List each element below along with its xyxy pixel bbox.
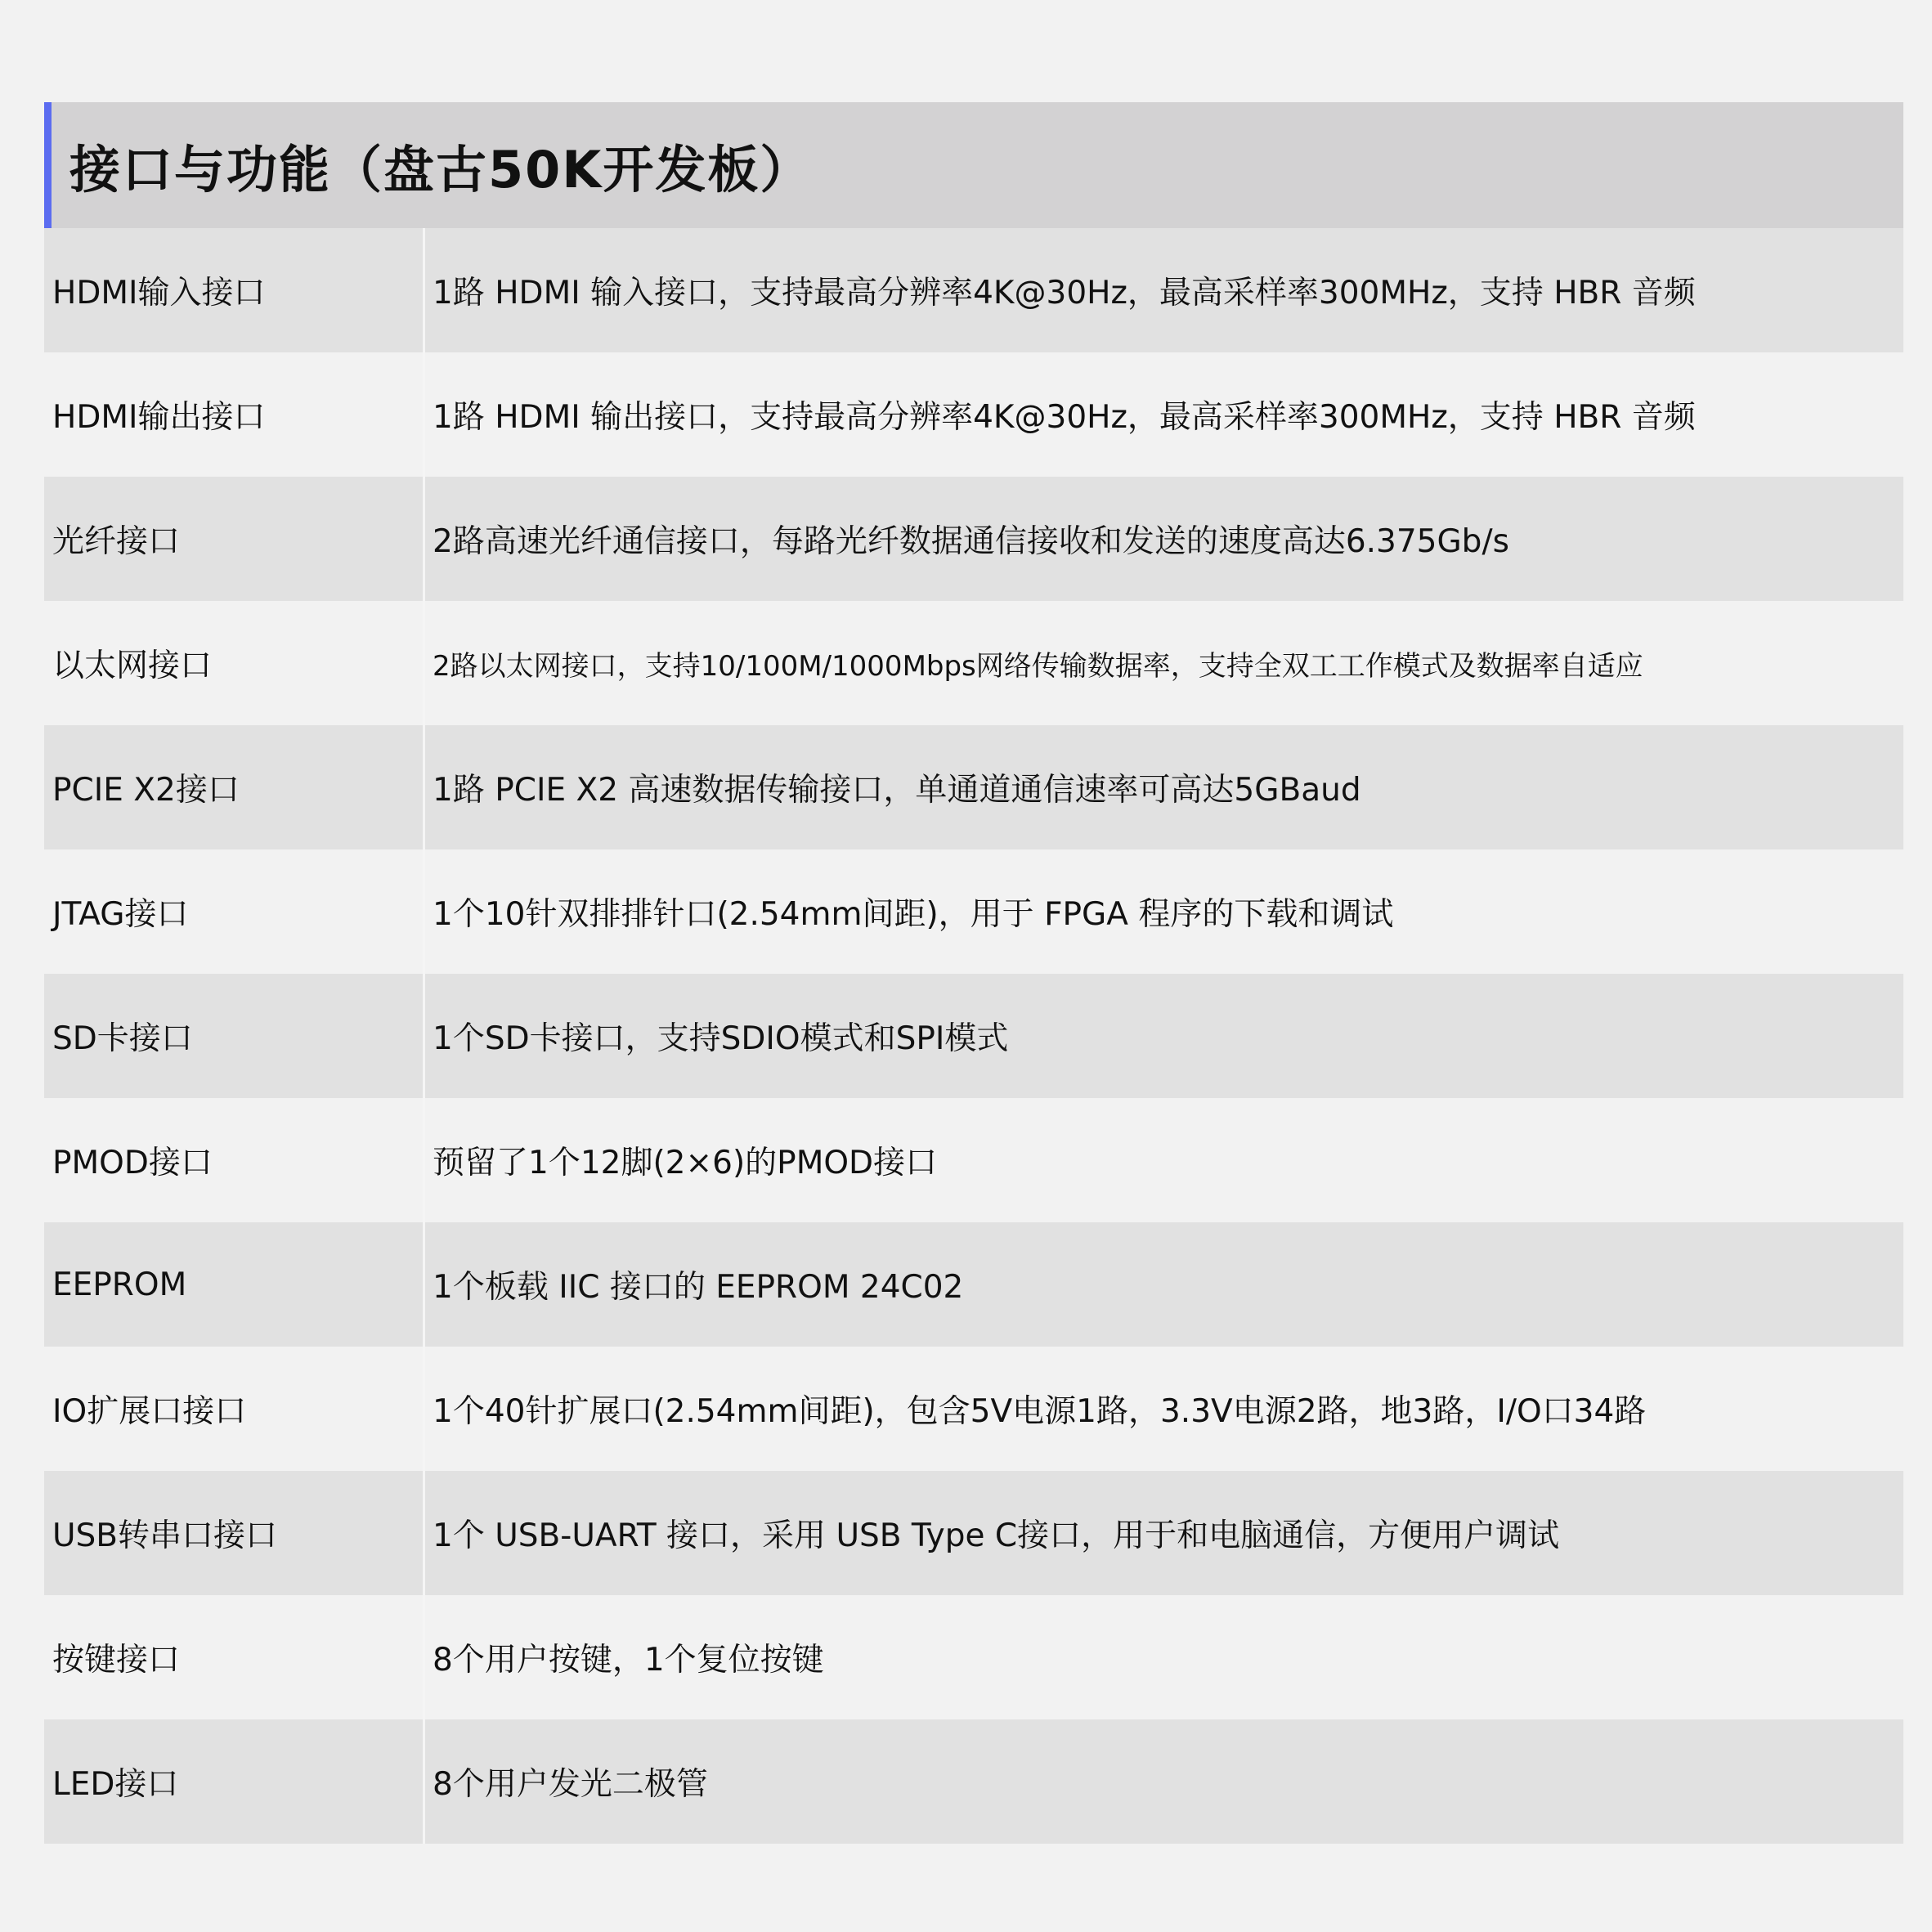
- row-label: PMOD接口: [44, 1098, 425, 1222]
- row-value: 1路 HDMI 输入接口，支持最高分辨率4K@30Hz，最高采样率300MHz，支持 HBR 音频: [433, 275, 1696, 312]
- row-label: PCIE X2接口: [44, 725, 425, 849]
- table-row: [44, 1347, 1903, 1471]
- table-row: [44, 352, 1903, 477]
- table-row: [44, 1098, 1903, 1222]
- row-value: 1个板载 IIC 接口的 EEPROM 24C02: [433, 1269, 964, 1306]
- row-label: IO扩展口接口: [44, 1347, 425, 1471]
- row-label: 光纤接口: [44, 477, 425, 601]
- row-value: 预留了1个12脚(2×6)的PMOD接口: [433, 1145, 938, 1181]
- title-bar: [44, 102, 1903, 228]
- row-label: USB转串口接口: [44, 1471, 425, 1595]
- page-title: 接口与功能（盘古50K开发板）: [69, 139, 813, 199]
- row-value: 1路 HDMI 输出接口，支持最高分辨率4K@30Hz，最高采样率300MHz，支持 HBR 音频: [433, 399, 1696, 436]
- row-label: SD卡接口: [44, 974, 425, 1098]
- row-value: 1个10针双排排针口(2.54mm间距)，用于 FPGA 程序的下载和调试: [433, 896, 1394, 933]
- row-value: 1个 USB-UART 接口，采用 USB Type C接口，用于和电脑通信，方便用户调试: [433, 1517, 1560, 1554]
- table-row: [44, 725, 1903, 849]
- row-value: 2路高速光纤通信接口，每路光纤数据通信接收和发送的速度高达6.375Gb/s: [433, 523, 1509, 560]
- row-value: 8个用户按键，1个复位按键: [433, 1642, 824, 1679]
- row-label: EEPROM: [44, 1222, 425, 1347]
- row-label: 按键接口: [44, 1595, 425, 1719]
- row-value: 1个SD卡接口，支持SDIO模式和SPI模式: [433, 1020, 1009, 1057]
- table-row: [44, 1471, 1903, 1595]
- row-label: JTAG接口: [44, 849, 425, 974]
- table-row: [44, 601, 1903, 725]
- row-value: 1路 PCIE X2 高速数据传输接口，单通道通信速率可高达5GBaud: [433, 772, 1361, 809]
- row-label: LED接口: [44, 1719, 425, 1844]
- row-value: 8个用户发光二极管: [433, 1766, 708, 1803]
- row-label: HDMI输出接口: [44, 352, 425, 477]
- spec-table: [44, 102, 1903, 1844]
- row-value: 1个40针扩展口(2.54mm间距)，包含5V电源1路，3.3V电源2路，地3路，I/O口34路: [433, 1393, 1647, 1430]
- table-row: [44, 228, 1903, 352]
- row-label: 以太网接口: [44, 601, 425, 725]
- table-row: [44, 1595, 1903, 1719]
- table-row: [44, 974, 1903, 1098]
- table-row: [44, 1719, 1903, 1844]
- row-label: HDMI输入接口: [44, 228, 425, 352]
- table-row: [44, 1222, 1903, 1347]
- table-row: [44, 849, 1903, 974]
- table-row: [44, 477, 1903, 601]
- row-value: 2路以太网接口，支持10/100M/1000Mbps网络传输数据率，支持全双工工作模式及数据率自适应: [433, 649, 1643, 683]
